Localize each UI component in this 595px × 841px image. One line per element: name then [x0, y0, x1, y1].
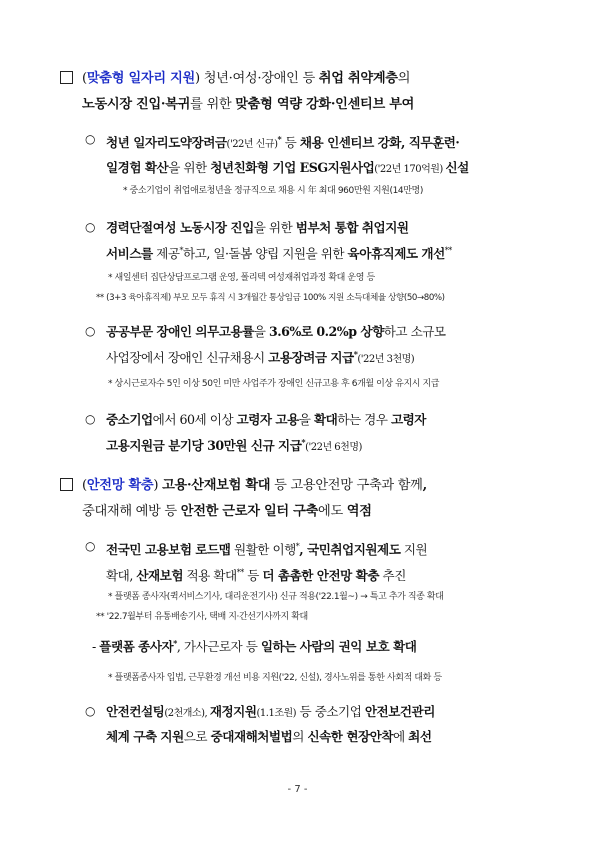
- section-tag: 안전망 확충: [86, 478, 154, 493]
- bullet-youth: ○ 청년 일자리도약장려금('22년 신규)* 등 채용 인센티브 강화, 직무훈련· 일경험 확산을 위한 청년친화형 기업 ESG지원사업('22년 170억원) 신설: [106, 128, 546, 181]
- page-number: - 7 -: [287, 784, 308, 795]
- footnote: ** '22.7월부터 유통배송기사, 택배 지·간선기사까지 확대: [96, 612, 308, 622]
- bullet-circle-icon: ○: [85, 539, 95, 553]
- section-line: (안전망 확충) 고용·산재보험 확대 등 고용안전망 구축과 함께,: [82, 478, 427, 493]
- section-tag: 맞춤형 일자리 지원: [86, 71, 195, 86]
- footnote: ** (3+3 육아휴직제) 부모 모두 휴직 시 3개월간 통상임금 100% 지원 소득대체율 상향(50→80%): [96, 293, 445, 303]
- footnote: * 플랫폼 종사자(퀵서비스기사, 대리운전기사) 신규 적용('22.1월~) → 특고 추가 직종 확대: [108, 592, 444, 602]
- bullet-circle-icon: ○: [85, 412, 95, 426]
- footnote: * 새일센터 집단상담프로그램 운영, 폴리텍 여성재취업과정 확대 운영 등: [108, 273, 375, 283]
- bullet-insurance: ○ 전국민 고용보험 로드맵 원활한 이행*, 국민취업지원제도 지원 확대, 산재보험 적용 확대** 등 더 촘촘한 안전망 확충 추진: [106, 535, 546, 587]
- dash-item-platform: - 플랫폼 종사자*, 가사근로자 등 일하는 사람의 권익 보호 확대: [92, 638, 417, 655]
- section-line: 중대재해 예방 등 안전한 근로자 일터 구축에도 역점: [82, 504, 372, 519]
- dash-marker: -: [92, 639, 96, 655]
- footnote: * 중소기업이 취업애로청년을 정규직으로 채용 시 年 최대 960만원 지원(14만명): [123, 186, 423, 196]
- bullet-circle-icon: ○: [85, 704, 95, 718]
- section-custom-jobs: [82, 66, 542, 118]
- bullet-elderly: ○ 중소기업에서 60세 이상 고령자 고용을 확대하는 경우 고령자 고용지원금 분기당 30만원 신규 지급*('22년 6천명): [106, 408, 546, 459]
- section-safety-net: [82, 473, 542, 525]
- section-line: 노동시장 진입·복귀를 위한 맞춤형 역량 강화·인센티브 부여: [82, 97, 415, 112]
- bullet-circle-icon: ○: [85, 220, 95, 234]
- checkbox-square-icon: [60, 71, 73, 84]
- bullet-circle-icon: ○: [85, 324, 95, 338]
- bullet-circle-icon: ○: [85, 132, 95, 146]
- footnote: * 플랫폼종사자 입법, 근무환경 개선 비용 지원('22, 신설), 경사노위를 통한 사회적 대화 등: [108, 673, 442, 683]
- bullet-safety-consulting: ○ 안전컨설팅(2천개소), 재정지원(1.1조원) 등 중소기업 안전보건관리 체계 구축 지원으로 중대재해처벌법의 신속한 현장안착에 최선: [106, 700, 546, 748]
- bullet-disabled: ○ 공공부문 장애인 의무고용률을 3.6%로 0.2%p 상향하고 소규모 사업장에서 장애인 신규채용시 고용장려금 지급*('22년 3천명): [106, 320, 546, 371]
- checkbox-square-icon: [60, 478, 73, 491]
- section-line: (맞춤형 일자리 지원) 청년·여성·장애인 등 취업 취약계층의: [82, 71, 411, 86]
- footnote: * 상시근로자수 5인 이상 50인 미만 사업주가 장애인 신규고용 후 6개월 이상 유지시 지급: [108, 379, 440, 389]
- bullet-women: ○ 경력단절여성 노동시장 진입을 위한 범부처 통합 취업지원 서비스를 제공*하고, 일·돌봄 양립 지원을 위한 육아휴직제도 개선**: [106, 216, 546, 265]
